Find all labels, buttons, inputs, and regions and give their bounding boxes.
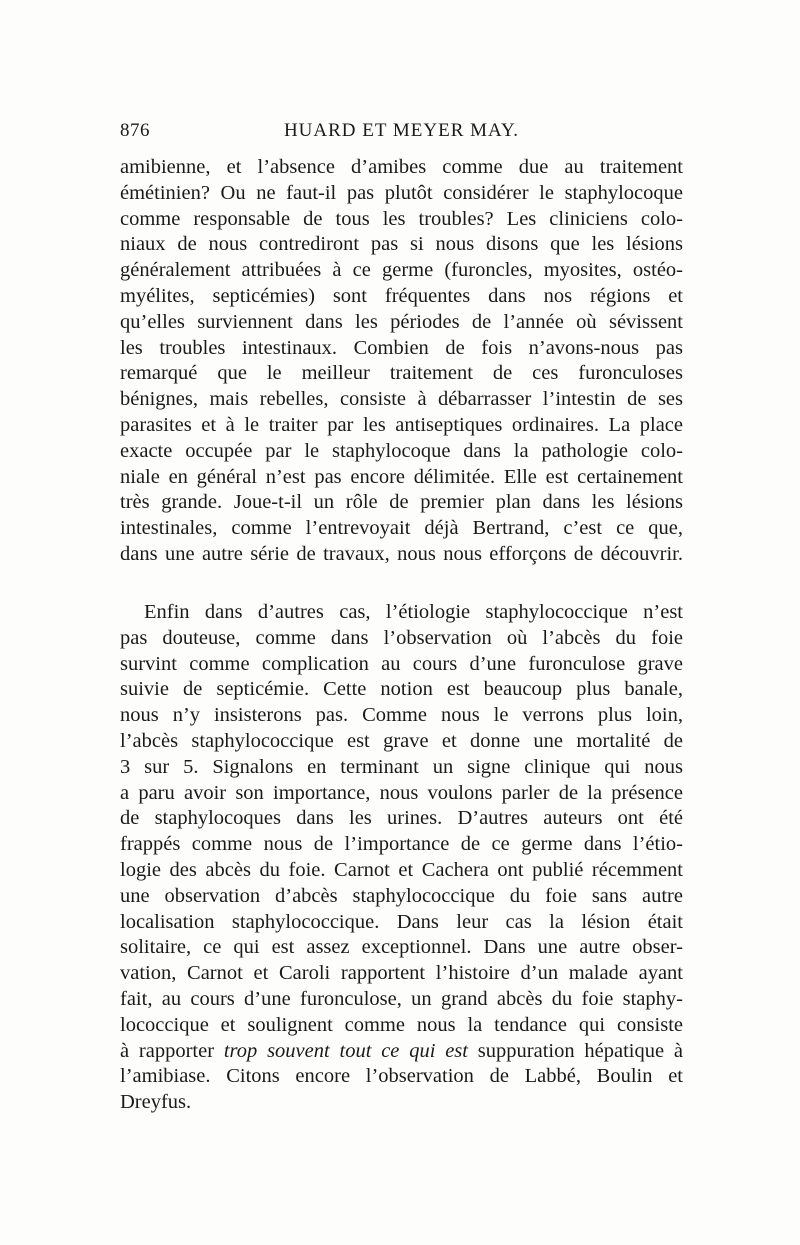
- text-line: localisation staphylococcique. Dans leur cas la lésion était: [120, 910, 683, 933]
- text-line: frappés comme nous de l’importance de ce germe dans l’étio-: [120, 833, 683, 856]
- text-line: parasites et à le traiter par les antiseptiques ordinaires. La place: [120, 413, 683, 436]
- text-line: qu’elles surviennent dans les périodes de l’année où sévissent: [120, 310, 683, 333]
- text-line: remarqué que le meilleur traitement de ces furonculoses: [120, 362, 683, 385]
- text-segment: à rapporter: [120, 1039, 224, 1062]
- text-line-with-italic: [120, 1039, 683, 1065]
- text-line: vation, Carnot et Caroli rapportent l’histoire d’un malade ayant: [120, 962, 683, 985]
- text-line: les troubles intestinaux. Combien de fois n’avons-nous pas: [120, 336, 683, 359]
- text-line: dans une autre série de travaux, nous nous efforçons de découvrir.: [120, 542, 683, 565]
- text-segment: suppuration hépatique à: [467, 1039, 683, 1062]
- text-line: de staphylocoques dans les urines. D’autres auteurs ont été: [120, 807, 683, 830]
- text-line: l’abcès staphylococcique est grave et donne une mortalité de: [120, 729, 683, 752]
- text-line: 3 sur 5. Signalons en terminant un signe clinique qui nous: [120, 755, 683, 778]
- text-line: Enfin dans d’autres cas, l’étiologie staphylococcique n’est: [144, 601, 683, 623]
- text-line: exacte occupée par le staphylocoque dans la pathologie colo-: [120, 439, 683, 462]
- text-line: émétinien? Ou ne faut-il pas plutôt considérer le staphylocoque: [120, 181, 683, 204]
- text-line: Dreyfus.: [120, 1091, 192, 1114]
- page-number: 876: [120, 120, 150, 141]
- text-line: myélites, septicémies) sont fréquentes dans nos régions et: [120, 284, 683, 307]
- text-line: survint comme complication au cours d’une furonculose grave: [120, 652, 683, 675]
- text-line: niale en général n’est pas encore délimitée. Elle est certainement: [120, 465, 683, 488]
- text-line: a paru avoir son importance, nous voulons parler de la présence: [120, 781, 683, 804]
- text-line: fait, au cours d’une furonculose, un grand abcès du foie staphy-: [120, 987, 683, 1010]
- text-line: très grande. Joue-t-il un rôle de premier plan dans les lésions: [120, 491, 683, 514]
- text-line: généralement attribuées à ce germe (furoncles, myosites, ostéo-: [120, 259, 683, 282]
- running-head: HUARD ET MEYER MAY.: [283, 120, 520, 141]
- text-line: bénignes, mais rebelles, consiste à débarrasser l’intestin de ses: [120, 388, 683, 411]
- text-line: solitaire, ce qui est assez exceptionnel. Dans une autre obser-: [120, 936, 683, 959]
- text-line: comme responsable de tous les troubles? Les cliniciens colo-: [120, 207, 683, 230]
- text-line: intestinales, comme l’entrevoyait déjà Bertrand, c’est ce que,: [120, 517, 683, 540]
- text-line: nous n’y insisterons pas. Comme nous le verrons plus loin,: [120, 704, 683, 727]
- text-line: une observation d’abcès staphylococcique du foie sans autre: [120, 884, 683, 907]
- paragraph-1: [120, 155, 683, 568]
- page-header: [120, 120, 683, 144]
- paragraph-2: [120, 600, 683, 1116]
- text-line: pas douteuse, comme dans l’observation où l’abcès du foie: [120, 626, 683, 649]
- italic-phrase: trop souvent tout ce qui est: [223, 1039, 468, 1062]
- text-line: l’amibiase. Citons encore l’observation de Labbé, Boulin et: [120, 1065, 683, 1088]
- text-line: lococcique et soulignent comme nous la tendance qui consiste: [120, 1013, 683, 1036]
- text-line: logie des abcès du foie. Carnot et Cachera ont publié récemment: [120, 858, 683, 881]
- text-line: amibienne, et l’absence d’amibes comme due au traitement: [120, 156, 683, 178]
- text-line: suivie de septicémie. Cette notion est beaucoup plus banale,: [120, 678, 683, 701]
- text-line: niaux de nous contrediront pas si nous disons que les lésions: [120, 233, 683, 256]
